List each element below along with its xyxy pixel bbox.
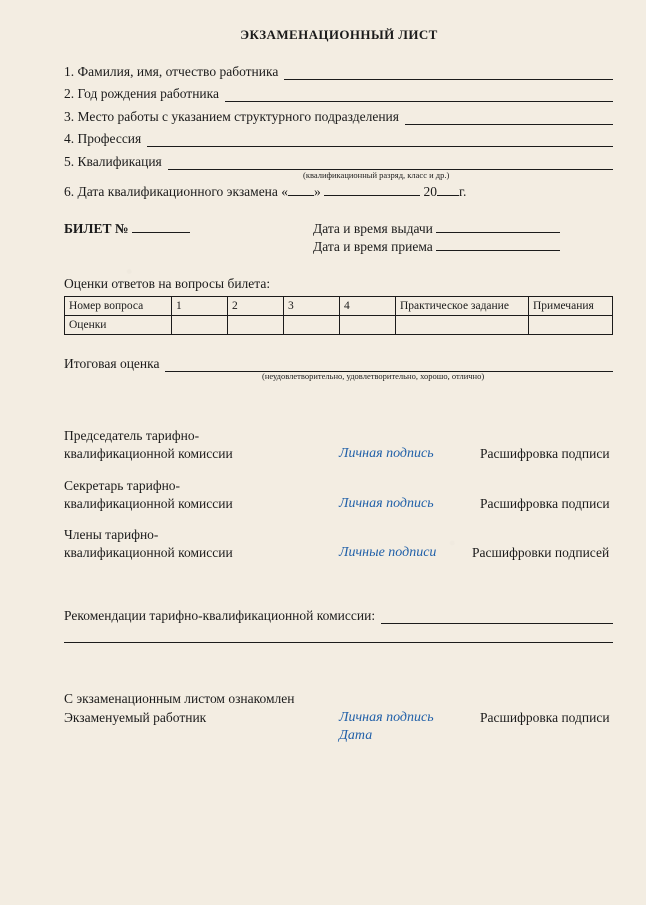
header-q3: 3: [284, 297, 340, 316]
issue-datetime: [313, 220, 560, 237]
issue-datetime-line[interactable]: [436, 220, 560, 233]
field-qualification-label: 5. Квалификация: [64, 154, 162, 169]
field-birth-year: [64, 84, 613, 102]
acknowledged-text: С экзаменационным листом ознакомлен: [64, 691, 295, 706]
issue-datetime-label: Дата и время выдачи: [313, 221, 433, 236]
exam-date-label: 6. Дата квалификационного экзамена «: [64, 184, 289, 199]
examinee-signature-decoding: Расшифровка подписи: [480, 710, 610, 725]
receive-datetime: [313, 238, 560, 255]
examinee-label: Экзаменуемый работник: [64, 710, 207, 725]
exam-date-year-suffix: г.: [459, 184, 467, 199]
field-exam-date: [64, 183, 466, 200]
chair-title-line2: квалификационной комиссии: [64, 446, 233, 461]
field-profession-label: 4. Профессия: [64, 131, 142, 146]
receive-datetime-line[interactable]: [436, 238, 560, 251]
final-grade-hint: (неудовлетворительно, удовлетворительно, хорошо, отлично): [262, 371, 485, 381]
exam-date-century: 20: [423, 184, 438, 199]
final-grade-line[interactable]: [165, 358, 613, 372]
grade-cell-q4[interactable]: [340, 316, 396, 335]
header-practical-task: Практическое задание: [396, 297, 529, 316]
field-qualification: [64, 152, 613, 170]
grade-cell-practical[interactable]: [396, 316, 529, 335]
chair-title-line1: Председатель тарифно-: [64, 428, 200, 443]
grade-cell-q1[interactable]: [172, 316, 228, 335]
grade-cell-q3[interactable]: [284, 316, 340, 335]
header-q4: 4: [340, 297, 396, 316]
header-q1: 1: [172, 297, 228, 316]
field-full-name-label: 1. Фамилия, имя, отчество работника: [64, 64, 279, 79]
field-birth-year-label: 2. Год рождения работника: [64, 86, 219, 101]
field-workplace-label: 3. Место работы с указанием структурного подразделения: [64, 109, 399, 124]
exam-date-year-line[interactable]: [437, 183, 459, 196]
ticket-number: [64, 220, 190, 237]
ticket-number-line[interactable]: [132, 220, 190, 233]
exam-date-month-line[interactable]: [324, 183, 420, 196]
chair-signature-decoding: Расшифровка подписи: [480, 446, 610, 461]
ticket-number-label: БИЛЕТ №: [64, 221, 129, 236]
header-question-number: Номер вопроса: [65, 297, 172, 316]
field-profession: [64, 129, 613, 147]
grades-row-label: Оценки: [65, 316, 172, 335]
field-profession-line[interactable]: [147, 133, 613, 147]
members-title-line1: Члены тарифно-: [64, 527, 159, 542]
examinee-signature-field[interactable]: Личная подпись: [339, 710, 434, 725]
recommendations-line-1[interactable]: [381, 610, 613, 624]
exam-date-quote-close: »: [314, 184, 321, 199]
final-grade-label: Итоговая оценка: [64, 356, 160, 371]
grades-table: [64, 296, 613, 335]
members-title-line2: квалификационной комиссии: [64, 545, 233, 560]
grade-cell-q2[interactable]: [228, 316, 284, 335]
qualification-hint: (квалификационный разряд, класс и др.): [303, 170, 450, 180]
field-full-name: [64, 62, 613, 80]
chair-signature-field[interactable]: Личная подпись: [339, 446, 434, 461]
recommendations-label: Рекомендации тарифно-квалификационной комиссии:: [64, 608, 376, 623]
members-signature-decoding: Расшифровки подписей: [472, 545, 610, 560]
secretary-title-line1: Секретарь тарифно-: [64, 478, 181, 493]
grades-header-row: [65, 297, 613, 316]
grades-row: [65, 316, 613, 335]
members-signature-field[interactable]: Личные подписи: [339, 545, 437, 560]
recommendations: [64, 606, 613, 624]
exam-date-day-line[interactable]: [288, 183, 314, 196]
recommendations-line-2[interactable]: [64, 642, 613, 643]
field-qualification-line[interactable]: [168, 156, 613, 170]
grade-cell-notes[interactable]: [529, 316, 613, 335]
header-q2: 2: [228, 297, 284, 316]
examinee-date-field[interactable]: Дата: [339, 728, 373, 743]
final-grade: [64, 354, 613, 372]
grades-heading: Оценки ответов на вопросы билета:: [64, 276, 271, 291]
document-title: ЭКЗАМЕНАЦИОННЫЙ ЛИСТ: [240, 27, 438, 42]
field-workplace: [64, 107, 613, 125]
secretary-signature-field[interactable]: Личная подпись: [339, 496, 434, 511]
receive-datetime-label: Дата и время приема: [313, 239, 433, 254]
field-workplace-line[interactable]: [405, 111, 613, 125]
header-notes: Примечания: [529, 297, 613, 316]
secretary-title-line2: квалификационной комиссии: [64, 496, 233, 511]
secretary-signature-decoding: Расшифровка подписи: [480, 496, 610, 511]
field-birth-year-line[interactable]: [225, 88, 613, 102]
field-full-name-line[interactable]: [284, 66, 613, 80]
